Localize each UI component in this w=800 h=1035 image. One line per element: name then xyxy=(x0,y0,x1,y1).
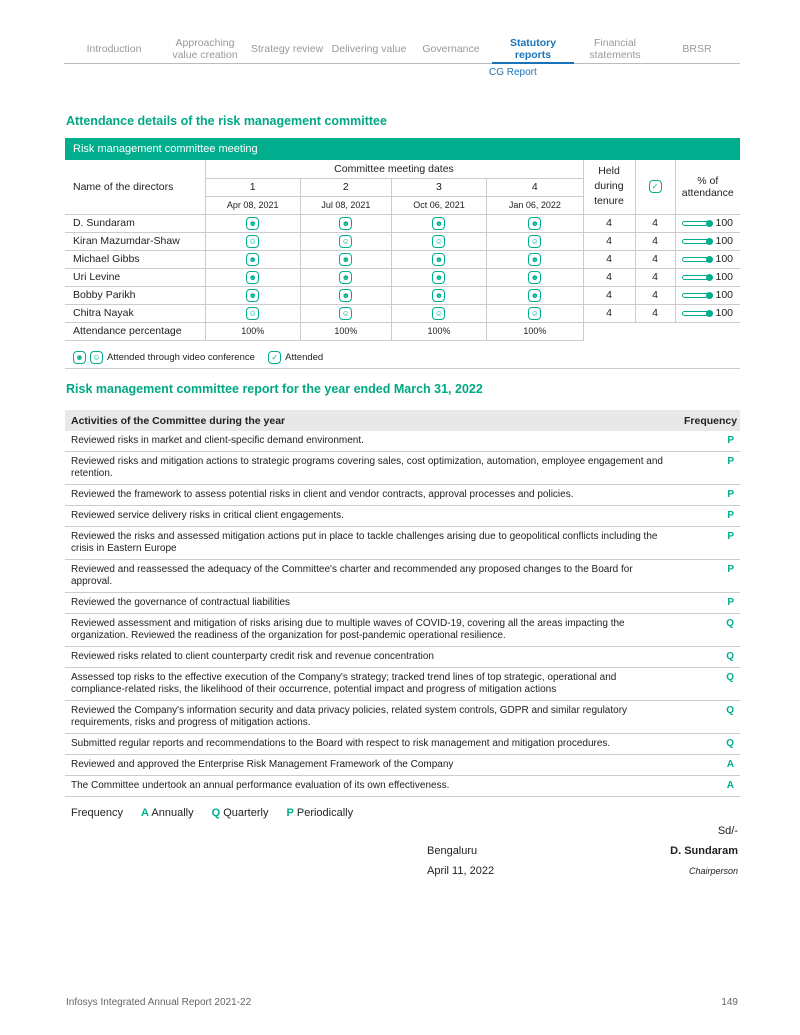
frequency-code: Q xyxy=(678,734,740,755)
pct-row xyxy=(65,322,740,340)
pct-header: % of attendance xyxy=(675,160,740,214)
nav-item[interactable]: Delivering value xyxy=(331,43,407,55)
attendance-cell xyxy=(391,250,486,268)
meeting-number: 1 xyxy=(205,178,300,196)
attendance-cell xyxy=(487,304,583,322)
director-name: Michael Gibbs xyxy=(65,250,205,268)
key-code: Q xyxy=(211,807,221,819)
legend-vc: Attended through video conference xyxy=(107,351,255,363)
video-conference-icon: ☺ xyxy=(432,307,445,320)
attendance-cell xyxy=(487,268,583,286)
held-header: Held during tenure xyxy=(583,160,635,214)
video-conference-icon: ☻ xyxy=(528,217,541,230)
activity-text: Reviewed and reassessed the adequacy of the Committee's charter and recommended any proposed changes to the Board for approval. xyxy=(65,560,678,593)
pct-row-value: 100% xyxy=(391,322,486,340)
director-row xyxy=(65,214,740,232)
video-conference-icon: ☻ xyxy=(432,289,445,302)
place: Bengaluru xyxy=(427,845,478,857)
attended-count: 4 xyxy=(635,250,675,268)
video-conference-icon: ☻ xyxy=(246,217,259,230)
director-name: D. Sundaram xyxy=(65,214,205,232)
frequency-code: A xyxy=(678,776,740,797)
director-row xyxy=(65,286,740,304)
attendance-bar: Risk management committee meeting xyxy=(65,138,740,160)
video-conference-icon: ☺ xyxy=(339,235,352,248)
activity-row xyxy=(65,527,740,560)
activity-row xyxy=(65,431,740,452)
signature-block xyxy=(65,824,740,886)
activity-row xyxy=(65,452,740,485)
activities-header: Activities of the Committee during the year xyxy=(65,410,678,431)
activity-text: Reviewed risks related to client counterparty credit risk and revenue concentration xyxy=(65,647,678,668)
nav-item[interactable]: Statutory reports xyxy=(492,36,574,64)
video-conference-icon: ☺ xyxy=(90,351,103,364)
activity-row xyxy=(65,755,740,776)
frequency-code: P xyxy=(678,560,740,593)
meeting-number: 4 xyxy=(487,178,583,196)
held-count: 4 xyxy=(583,304,635,322)
director-name: Bobby Parikh xyxy=(65,286,205,304)
meeting-date: Oct 06, 2021 xyxy=(391,196,486,214)
activity-row xyxy=(65,614,740,647)
director-row xyxy=(65,304,740,322)
legend-attended: Attended xyxy=(285,351,324,363)
pct-value: 100 xyxy=(715,217,734,229)
attendance-cell xyxy=(205,304,300,322)
meeting-number: 3 xyxy=(391,178,486,196)
frequency-header: Frequency xyxy=(678,410,740,431)
report-table xyxy=(65,410,740,797)
pct-cell xyxy=(675,268,740,286)
held-count: 4 xyxy=(583,268,635,286)
activity-row xyxy=(65,560,740,593)
attended-count: 4 xyxy=(635,232,675,250)
date: April 11, 2022 xyxy=(427,865,495,877)
activity-row xyxy=(65,506,740,527)
attendance-table xyxy=(65,138,740,369)
progress-bar xyxy=(682,311,712,316)
activity-text: Reviewed risks and mitigation actions to strategic programs covering sales, cost optimization, automation, employee engagement and retention. xyxy=(65,452,678,485)
dates-header: Committee meeting dates xyxy=(205,160,583,178)
activity-text: Reviewed the Company's information security and data privacy policies, related system controls, GDPR and similar regulatory requirements, risks and progress of mitigation actions. xyxy=(65,701,678,734)
nav-item[interactable]: Introduction xyxy=(86,43,142,55)
frequency-code: P xyxy=(678,431,740,452)
frequency-code: Q xyxy=(678,647,740,668)
meeting-date: Jul 08, 2021 xyxy=(300,196,391,214)
director-row xyxy=(65,268,740,286)
attendance-cell xyxy=(391,232,486,250)
nav-item[interactable]: Financial statements xyxy=(589,37,641,61)
nav-item[interactable]: Strategy review xyxy=(250,43,324,55)
attendance-cell xyxy=(300,304,391,322)
nav-item[interactable]: BRSR xyxy=(682,43,712,55)
frequency-code: A xyxy=(678,755,740,776)
video-conference-icon: ☻ xyxy=(432,253,445,266)
video-conference-icon: ☻ xyxy=(339,217,352,230)
key-item xyxy=(286,806,353,820)
key-code: A xyxy=(140,807,149,819)
activity-row xyxy=(65,701,740,734)
pct-row-value: 100% xyxy=(487,322,583,340)
pct-value: 100 xyxy=(715,289,734,301)
attendance-cell xyxy=(205,232,300,250)
director-row xyxy=(65,250,740,268)
key-value: Quarterly xyxy=(223,807,269,819)
video-conference-icon: ☻ xyxy=(339,289,352,302)
video-conference-icon: ☻ xyxy=(432,271,445,284)
activity-row xyxy=(65,776,740,797)
attendance-cell xyxy=(300,268,391,286)
attendance-cell xyxy=(300,286,391,304)
activity-row xyxy=(65,647,740,668)
activity-text: Reviewed the framework to assess potential risks in client and vendor contracts, approval processes and policies. xyxy=(65,485,678,506)
pct-value: 100 xyxy=(715,235,734,247)
key-item xyxy=(141,806,194,820)
held-count: 4 xyxy=(583,232,635,250)
name-header: Name of the directors xyxy=(65,160,205,214)
video-conference-icon: ☺ xyxy=(528,307,541,320)
frequency-code: Q xyxy=(678,668,740,701)
attendance-cell xyxy=(205,250,300,268)
activity-row xyxy=(65,485,740,506)
key-value: Annually xyxy=(151,807,194,819)
attendance-cell xyxy=(205,286,300,304)
attendance-cell xyxy=(205,268,300,286)
video-conference-icon: ☺ xyxy=(339,307,352,320)
key-value: Periodically xyxy=(296,807,354,819)
pct-cell xyxy=(675,232,740,250)
pct-cell xyxy=(675,250,740,268)
pct-row-value: 100% xyxy=(205,322,300,340)
pct-row-value: 100% xyxy=(300,322,391,340)
frequency-code: P xyxy=(678,506,740,527)
meeting-date: Jan 06, 2022 xyxy=(487,196,583,214)
activity-text: Submitted regular reports and recommendations to the Board with respect to risk management and mitigation procedures. xyxy=(65,734,678,755)
key-code: P xyxy=(286,807,294,819)
nav-item[interactable]: Governance xyxy=(422,43,480,55)
video-conference-icon: ☻ xyxy=(339,271,352,284)
activity-text: Reviewed service delivery risks in critical client engagements. xyxy=(65,506,678,527)
pct-row-label: Attendance percentage xyxy=(65,322,205,340)
video-conference-icon: ☻ xyxy=(246,271,259,284)
pct-value: 100 xyxy=(715,307,734,319)
held-count: 4 xyxy=(583,214,635,232)
video-conference-icon: ☻ xyxy=(432,217,445,230)
video-conference-icon: ☺ xyxy=(246,235,259,248)
progress-bar xyxy=(682,275,712,280)
pct-cell xyxy=(675,286,740,304)
attendance-cell xyxy=(391,268,486,286)
held-count: 4 xyxy=(583,286,635,304)
page-number: 149 xyxy=(721,997,738,1008)
frequency-code: Q xyxy=(678,614,740,647)
nav-item[interactable]: Approaching value creation xyxy=(172,37,238,61)
progress-bar xyxy=(682,293,712,298)
director-name: Kiran Mazumdar-Shaw xyxy=(65,232,205,250)
attendance-title: Attendance details of the risk management committee xyxy=(66,114,387,128)
attended-count: 4 xyxy=(635,286,675,304)
attendance-cell xyxy=(300,214,391,232)
attended-count: 4 xyxy=(635,268,675,286)
activity-row xyxy=(65,668,740,701)
pct-cell xyxy=(675,214,740,232)
activity-text: Reviewed assessment and mitigation of risks arising due to multiple waves of COVID-19, covering all the areas impacting the organization. Reviewed the readiness of the organization for post-pandemic operational resilience. xyxy=(65,614,678,647)
attended-count: 4 xyxy=(635,214,675,232)
video-conference-icon: ☻ xyxy=(339,253,352,266)
frequency-code: P xyxy=(678,527,740,560)
attendance-cell xyxy=(487,286,583,304)
meeting-number: 2 xyxy=(300,178,391,196)
frequency-code: P xyxy=(678,485,740,506)
signatory-name: D. Sundaram xyxy=(670,845,738,857)
video-conference-icon: ☻ xyxy=(528,289,541,302)
key-item xyxy=(212,806,269,820)
footer-title: Infosys Integrated Annual Report 2021-22 xyxy=(66,997,252,1008)
progress-bar xyxy=(682,239,712,244)
video-conference-icon: ☻ xyxy=(246,253,259,266)
video-conference-icon: ☻ xyxy=(246,289,259,302)
attendance-cell xyxy=(300,232,391,250)
frequency-key xyxy=(71,806,740,820)
attendance-legend xyxy=(65,347,740,369)
activity-text: Reviewed the governance of contractual liabilities xyxy=(65,593,678,614)
pct-value: 100 xyxy=(715,253,734,265)
attended-count: 4 xyxy=(635,304,675,322)
activity-text: Reviewed the risks and assessed mitigation actions put in place to tackle challenges arising due to geopolitical conflicts including the crisis in Eastern Europe xyxy=(65,527,678,560)
frequency-code: P xyxy=(678,452,740,485)
activity-row xyxy=(65,593,740,614)
video-conference-icon: ☺ xyxy=(432,235,445,248)
pct-value: 100 xyxy=(715,271,734,283)
video-conference-icon: ☺ xyxy=(246,307,259,320)
attendance-cell xyxy=(391,304,486,322)
attended-icon: ✓ xyxy=(268,351,281,364)
director-row xyxy=(65,232,740,250)
progress-bar xyxy=(682,257,712,262)
report-title: Risk management committee report for the year ended March 31, 2022 xyxy=(66,382,483,396)
activity-text: Assessed top risks to the effective execution of the Company's strategy; tracked trend lines of top strategic, operational and compliance-related risks, the likelihood of their occurrence, potential impact and progress of mitigation actions xyxy=(65,668,678,701)
blank xyxy=(583,322,740,340)
subnav-cg-report[interactable]: CG Report xyxy=(489,67,537,78)
report-section xyxy=(65,410,740,886)
director-name: Uri Levine xyxy=(65,268,205,286)
attendance-cell xyxy=(487,250,583,268)
held-count: 4 xyxy=(583,250,635,268)
video-conference-icon: ☺ xyxy=(528,235,541,248)
frequency-code: P xyxy=(678,593,740,614)
activity-text: Reviewed risks in market and client-specific demand environment. xyxy=(65,431,678,452)
attended-check-icon: ✓ xyxy=(649,180,662,193)
activity-row xyxy=(65,734,740,755)
section-nav xyxy=(64,36,740,64)
progress-bar xyxy=(682,221,712,226)
pct-cell xyxy=(675,304,740,322)
video-conference-icon: ☻ xyxy=(528,271,541,284)
frequency-code: Q xyxy=(678,701,740,734)
meeting-date: Apr 08, 2021 xyxy=(205,196,300,214)
video-conference-icon: ☻ xyxy=(73,351,86,364)
attendance-cell xyxy=(205,214,300,232)
attendance-cell xyxy=(300,250,391,268)
director-name: Chitra Nayak xyxy=(65,304,205,322)
attendance-cell xyxy=(487,232,583,250)
attendance-cell xyxy=(391,214,486,232)
video-conference-icon: ☻ xyxy=(528,253,541,266)
attendance-cell xyxy=(391,286,486,304)
sd: Sd/- xyxy=(717,825,738,837)
activity-text: Reviewed and approved the Enterprise Risk Management Framework of the Company xyxy=(65,755,678,776)
signatory-role: Chairperson xyxy=(688,866,738,876)
activity-text: The Committee undertook an annual performance evaluation of its own effectiveness. xyxy=(65,776,678,797)
attendance-cell xyxy=(487,214,583,232)
key-label: Frequency xyxy=(71,807,123,819)
